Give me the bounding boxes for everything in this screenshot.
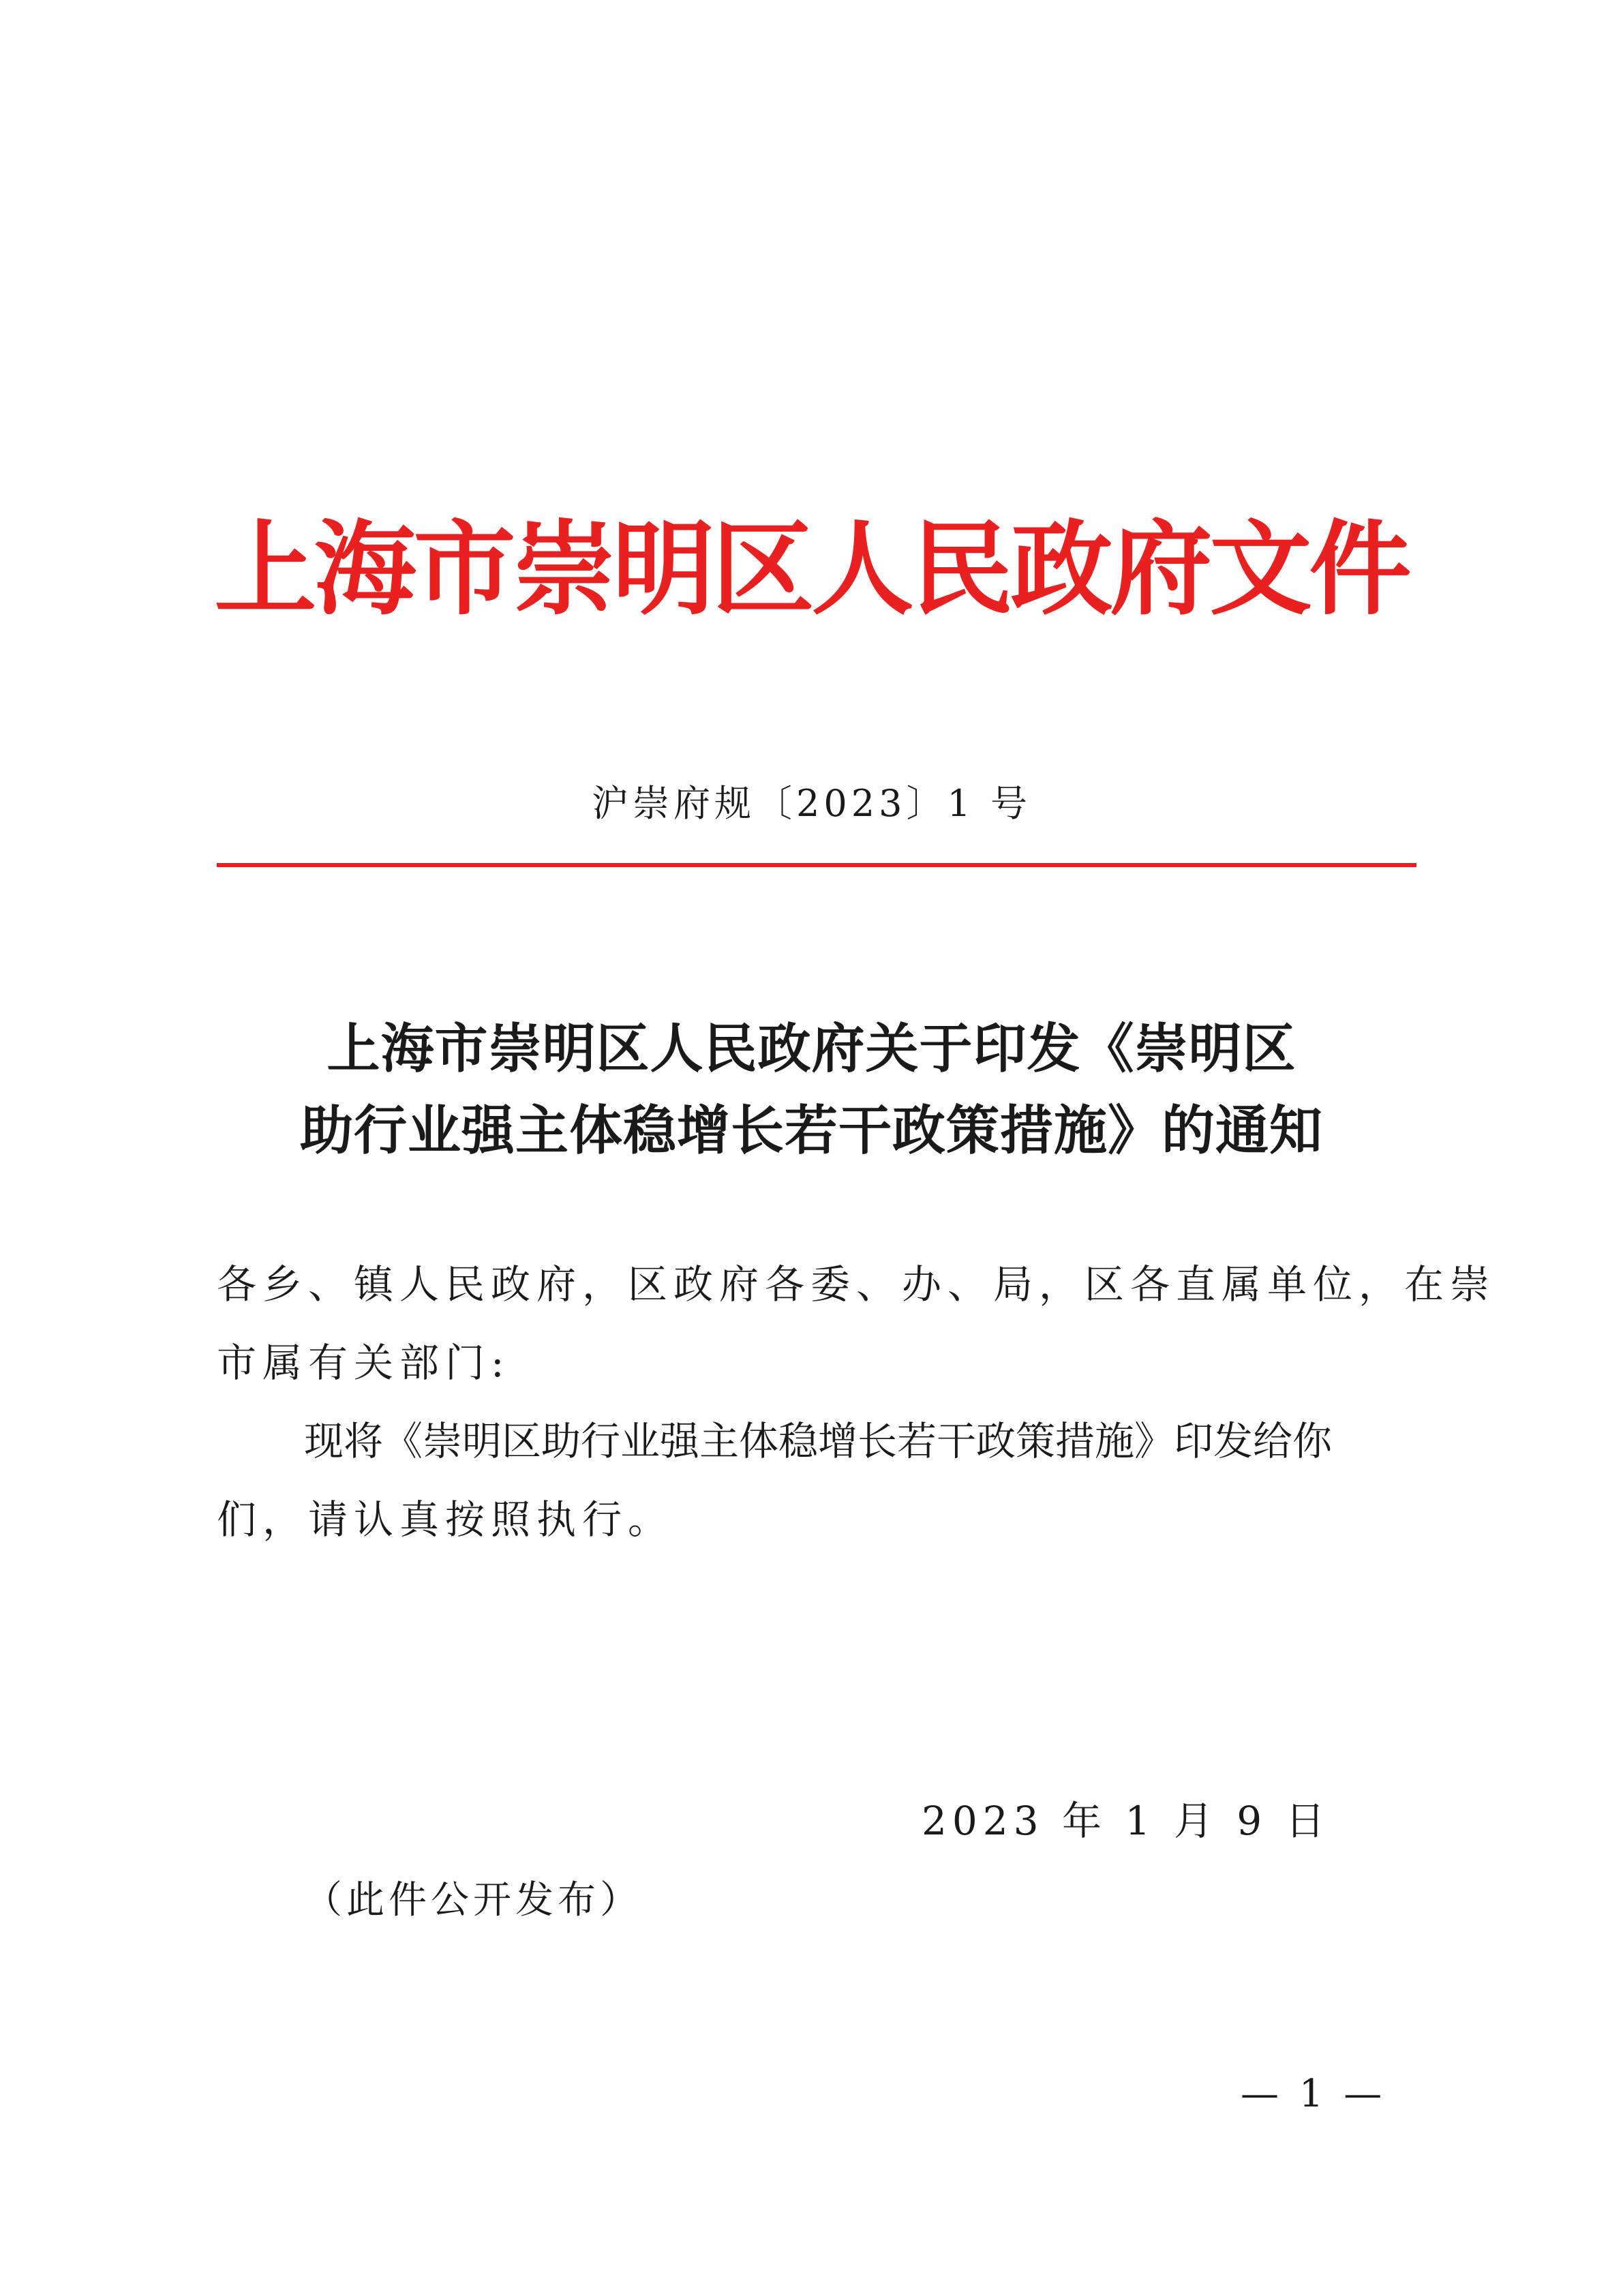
addressee-line-1: 各乡、镇人民政府，区政府各委、办、局，区各直属单位，在崇 [217, 1261, 1496, 1308]
publication-note: （此件公开发布） [304, 1878, 642, 1922]
notice-title-line-1: 上海市崇明区人民政府关于印发《崇明区 [327, 1018, 1296, 1080]
body-paragraph-line-2: 们，请认真按照执行。 [217, 1496, 674, 1543]
body-paragraph-line-1: 现将《崇明区助行业强主体稳增长若干政策措施》印发给你 [304, 1418, 1333, 1464]
addressee-line-2: 市属有关部门: [217, 1340, 511, 1386]
red-divider-line [217, 863, 1416, 867]
page-number: — 1 — [1241, 2072, 1386, 2116]
document-number: 沪崇府规〔2023〕1 号 [592, 782, 1031, 825]
issue-date: 2023 年 1 月 9 日 [922, 1798, 1331, 1844]
issuer-header: 上海市崇明区人民政府文件 [214, 509, 1409, 629]
notice-title-line-2: 助行业强主体稳增长若干政策措施》的通知 [299, 1100, 1323, 1162]
